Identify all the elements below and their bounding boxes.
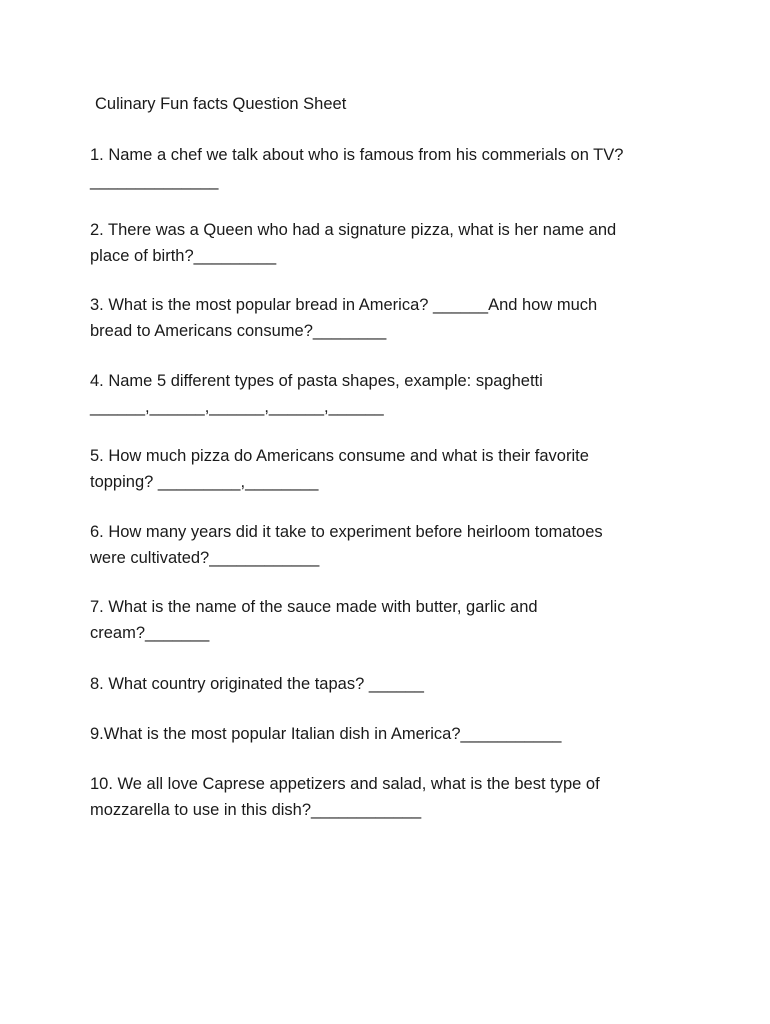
question-9-text: 9.What is the most popular Italian dish in America?___________ bbox=[90, 725, 562, 743]
question-9 bbox=[90, 722, 690, 748]
question-5-text-continued: topping? _________,________ bbox=[90, 472, 319, 491]
question-1-text: 1. Name a chef we talk about who is famous from his commerials on TV? bbox=[90, 146, 624, 164]
question-10-text: 10. We all love Caprese appetizers and salad, what is the best type of bbox=[90, 775, 600, 793]
question-4-text: 4. Name 5 different types of pasta shapes, example: spaghetti bbox=[90, 372, 543, 390]
question-10 bbox=[90, 772, 690, 823]
question-3-text: 3. What is the most popular bread in America? ______And how much bbox=[90, 296, 598, 314]
question-2 bbox=[90, 218, 690, 269]
question-1 bbox=[90, 143, 690, 194]
question-2-text-continued: place of birth?_________ bbox=[90, 246, 277, 265]
question-1-answer-blank: ______________ bbox=[90, 171, 219, 190]
question-10-text-continued: mozzarella to use in this dish?____________ bbox=[90, 800, 422, 819]
question-5 bbox=[90, 444, 690, 495]
question-7-text: 7. What is the name of the sauce made with butter, garlic and bbox=[90, 598, 538, 616]
page-title: Culinary Fun facts Question Sheet bbox=[95, 95, 347, 113]
question-7-text-continued: cream?_______ bbox=[90, 623, 210, 642]
question-6-text-continued: were cultivated?____________ bbox=[90, 548, 320, 567]
question-8 bbox=[90, 672, 690, 698]
question-3-text-continued: bread to Americans consume?________ bbox=[90, 321, 387, 340]
question-5-text: 5. How much pizza do Americans consume and what is their favorite bbox=[90, 447, 589, 465]
question-7 bbox=[90, 595, 690, 646]
question-8-text: 8. What country originated the tapas? ______ bbox=[90, 675, 424, 693]
question-4-answer-blanks: ______,______,______,______,______ bbox=[90, 397, 384, 416]
question-6-text: 6. How many years did it take to experiment before heirloom tomatoes bbox=[90, 523, 603, 541]
question-2-text: 2. There was a Queen who had a signature pizza, what is her name and bbox=[90, 221, 617, 239]
question-3 bbox=[90, 293, 690, 344]
question-6 bbox=[90, 520, 690, 571]
question-4 bbox=[90, 369, 690, 420]
